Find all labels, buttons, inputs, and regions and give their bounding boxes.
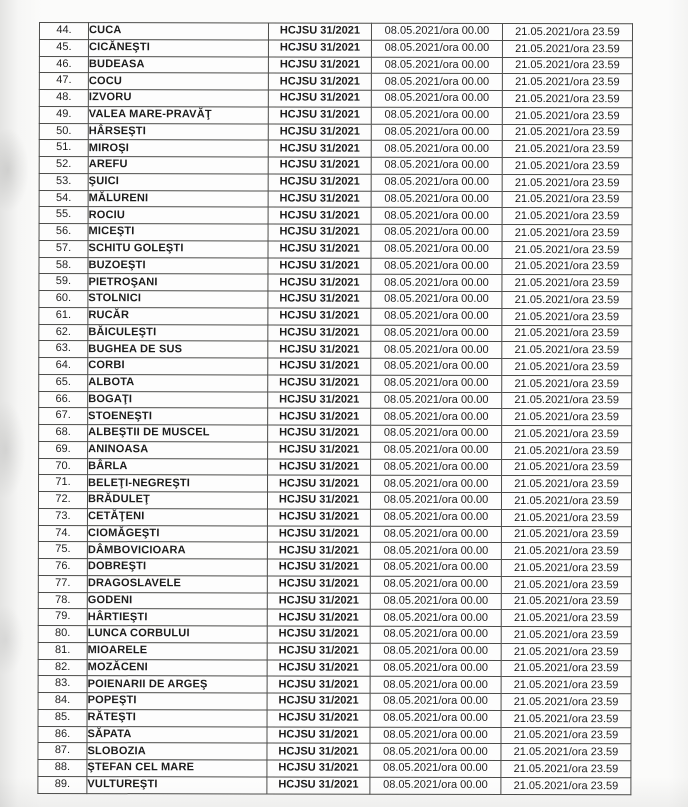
decision-cell: HCJSU 31/2021	[268, 274, 371, 291]
row-number-cell: 78.	[38, 592, 87, 609]
table-row	[38, 592, 631, 610]
row-number-cell: 47.	[39, 73, 88, 90]
decision-cell: HCJSU 31/2021	[268, 56, 371, 73]
decision-cell: HCJSU 31/2021	[267, 609, 370, 626]
table-row	[38, 492, 631, 510]
row-number-cell: 49.	[39, 106, 88, 123]
end-date-cell: 21.05.2021/ora 23.59	[502, 425, 632, 442]
locality-name-cell: BUZOEŞTI	[88, 257, 268, 274]
end-date-cell: 21.05.2021/ora 23.59	[501, 610, 631, 627]
locality-name-cell: DOBREŞTI	[87, 559, 267, 576]
row-number-cell: 84.	[38, 692, 87, 709]
table-row	[38, 575, 631, 593]
start-date-cell: 08.05.2021/ora 00.00	[370, 526, 501, 543]
end-date-cell: 21.05.2021/ora 23.59	[502, 325, 632, 342]
locality-name-cell: CICĂNEŞTI	[88, 39, 268, 56]
start-date-cell: 08.05.2021/ora 00.00	[370, 593, 501, 610]
start-date-cell: 08.05.2021/ora 00.00	[370, 676, 501, 693]
decision-cell: HCJSU 31/2021	[268, 291, 371, 308]
locality-name-cell: MICEŞTI	[88, 224, 268, 241]
decision-cell: HCJSU 31/2021	[267, 626, 370, 643]
decision-cell: HCJSU 31/2021	[268, 475, 371, 492]
start-date-cell: 08.05.2021/ora 00.00	[371, 157, 502, 174]
start-date-cell: 08.05.2021/ora 00.00	[371, 73, 502, 90]
locality-name-cell: RĂTEŞTI	[87, 709, 267, 726]
decision-cell: HCJSU 31/2021	[268, 157, 371, 174]
locality-name-cell: STOENEŞTI	[88, 408, 268, 425]
decision-cell: HCJSU 31/2021	[268, 458, 371, 475]
end-date-cell: 21.05.2021/ora 23.59	[501, 559, 631, 576]
end-date-cell: 21.05.2021/ora 23.59	[501, 593, 631, 610]
table-row	[38, 743, 631, 761]
decision-cell: HCJSU 31/2021	[268, 140, 371, 157]
start-date-cell: 08.05.2021/ora 00.00	[371, 274, 502, 291]
table-row	[39, 56, 632, 74]
table-row	[39, 341, 632, 359]
decision-cell: HCJSU 31/2021	[268, 174, 371, 191]
end-date-cell: 21.05.2021/ora 23.59	[502, 241, 632, 258]
locality-name-cell: HÂRTIEŞTI	[87, 609, 267, 626]
table-row	[39, 173, 632, 191]
end-date-cell: 21.05.2021/ora 23.59	[501, 744, 631, 761]
start-date-cell: 08.05.2021/ora 00.00	[371, 224, 502, 241]
decision-cell: HCJSU 31/2021	[268, 442, 371, 459]
row-number-cell: 54.	[39, 190, 88, 207]
row-number-cell: 68.	[39, 425, 88, 442]
end-date-cell: 21.05.2021/ora 23.59	[502, 174, 632, 191]
end-date-cell: 21.05.2021/ora 23.59	[502, 40, 632, 57]
decision-cell: HCJSU 31/2021	[268, 23, 371, 40]
start-date-cell: 08.05.2021/ora 00.00	[371, 241, 502, 258]
start-date-cell: 08.05.2021/ora 00.00	[371, 23, 502, 40]
table-row	[39, 23, 632, 41]
row-number-cell: 79.	[38, 609, 87, 626]
locality-name-cell: IZVORU	[88, 90, 268, 107]
table-row	[39, 106, 632, 124]
end-date-cell: 21.05.2021/ora 23.59	[501, 693, 631, 710]
table-row	[38, 692, 631, 710]
decision-cell: HCJSU 31/2021	[267, 559, 370, 576]
start-date-cell: 08.05.2021/ora 00.00	[370, 743, 501, 760]
locality-name-cell: ANINOASA	[88, 441, 268, 458]
row-number-cell: 83.	[38, 676, 87, 693]
locality-name-cell: BĂICULEŞTI	[88, 324, 268, 341]
table-row	[39, 157, 632, 175]
end-date-cell: 21.05.2021/ora 23.59	[502, 258, 632, 275]
start-date-cell: 08.05.2021/ora 00.00	[371, 174, 502, 191]
row-number-cell: 86.	[38, 726, 87, 743]
table-row	[39, 358, 632, 376]
table-row	[38, 776, 631, 794]
start-date-cell: 08.05.2021/ora 00.00	[370, 559, 501, 576]
end-date-cell: 21.05.2021/ora 23.59	[502, 208, 632, 225]
end-date-cell: 21.05.2021/ora 23.59	[501, 543, 631, 560]
locality-name-cell: BUGHEA DE SUS	[88, 341, 268, 358]
start-date-cell: 08.05.2021/ora 00.00	[371, 258, 502, 275]
decision-cell: HCJSU 31/2021	[268, 425, 371, 442]
start-date-cell: 08.05.2021/ora 00.00	[371, 107, 502, 124]
start-date-cell: 08.05.2021/ora 00.00	[370, 492, 501, 509]
row-number-cell: 81.	[38, 642, 87, 659]
row-number-cell: 46.	[39, 56, 88, 73]
start-date-cell: 08.05.2021/ora 00.00	[371, 408, 502, 425]
locality-name-cell: BOGAŢI	[88, 391, 268, 408]
table-row	[39, 123, 632, 141]
end-date-cell: 21.05.2021/ora 23.59	[502, 107, 632, 124]
row-number-cell: 58.	[39, 257, 88, 274]
locality-name-cell: ALBEŞTII DE MUSCEL	[88, 425, 268, 442]
row-number-cell: 60.	[39, 291, 88, 308]
table-row	[39, 408, 632, 426]
decision-cell: HCJSU 31/2021	[268, 107, 371, 124]
end-date-cell: 21.05.2021/ora 23.59	[502, 459, 632, 476]
end-date-cell: 21.05.2021/ora 23.59	[502, 23, 632, 40]
start-date-cell: 08.05.2021/ora 00.00	[371, 358, 502, 375]
decision-cell: HCJSU 31/2021	[268, 308, 371, 325]
decision-cell: HCJSU 31/2021	[268, 207, 371, 224]
end-date-cell: 21.05.2021/ora 23.59	[502, 358, 632, 375]
row-number-cell: 62.	[39, 324, 88, 341]
table-row	[38, 625, 631, 643]
end-date-cell: 21.05.2021/ora 23.59	[501, 677, 631, 694]
locality-name-cell: CUCA	[88, 23, 268, 40]
start-date-cell: 08.05.2021/ora 00.00	[371, 442, 502, 459]
locality-name-cell: BRĂDULEŢ	[87, 492, 267, 509]
end-date-cell: 21.05.2021/ora 23.59	[501, 576, 631, 593]
locality-name-cell: VULTUREŞTI	[87, 776, 267, 794]
decision-cell: HCJSU 31/2021	[268, 40, 371, 57]
decision-cell: HCJSU 31/2021	[267, 710, 370, 727]
row-number-cell: 80.	[38, 625, 87, 642]
start-date-cell: 08.05.2021/ora 00.00	[370, 777, 501, 795]
table-row	[38, 508, 631, 526]
row-number-cell: 56.	[39, 224, 88, 241]
start-date-cell: 08.05.2021/ora 00.00	[371, 207, 502, 224]
decision-cell: HCJSU 31/2021	[268, 224, 371, 241]
start-date-cell: 08.05.2021/ora 00.00	[370, 760, 501, 777]
row-number-cell: 74.	[38, 525, 87, 542]
decision-cell: HCJSU 31/2021	[267, 777, 370, 794]
decision-cell: HCJSU 31/2021	[267, 693, 370, 710]
decision-cell: HCJSU 31/2021	[267, 509, 370, 526]
start-date-cell: 08.05.2021/ora 00.00	[370, 626, 501, 643]
locality-name-cell: DRAGOSLAVELE	[87, 575, 267, 592]
row-number-cell: 45.	[39, 39, 88, 56]
locality-name-cell: MĂLURENI	[88, 190, 268, 207]
decision-cell: HCJSU 31/2021	[268, 375, 371, 392]
locality-name-cell: POPEŞTI	[87, 693, 267, 710]
locality-name-cell: COCU	[88, 73, 268, 90]
end-date-cell: 21.05.2021/ora 23.59	[502, 275, 632, 292]
end-date-cell: 21.05.2021/ora 23.59	[502, 124, 632, 141]
end-date-cell: 21.05.2021/ora 23.59	[501, 492, 631, 509]
row-number-cell: 85.	[38, 709, 87, 726]
row-number-cell: 77.	[38, 575, 87, 592]
locality-name-cell: CETĂŢENI	[87, 508, 267, 525]
row-number-cell: 52.	[39, 157, 88, 174]
table-row	[39, 324, 632, 342]
start-date-cell: 08.05.2021/ora 00.00	[370, 710, 501, 727]
decision-cell: HCJSU 31/2021	[268, 391, 371, 408]
table-row	[38, 609, 631, 627]
locality-name-cell: CIOMĂGEŞTI	[87, 525, 267, 542]
table-row	[38, 558, 631, 576]
decision-cell: HCJSU 31/2021	[268, 257, 371, 274]
decision-cell: HCJSU 31/2021	[268, 123, 371, 140]
start-date-cell: 08.05.2021/ora 00.00	[371, 291, 502, 308]
table-row	[39, 374, 632, 392]
table-row	[38, 709, 631, 727]
start-date-cell: 08.05.2021/ora 00.00	[371, 57, 502, 74]
row-number-cell: 67.	[39, 408, 88, 425]
decision-cell: HCJSU 31/2021	[267, 676, 370, 693]
end-date-cell: 21.05.2021/ora 23.59	[502, 442, 632, 459]
table-row	[39, 458, 632, 476]
table-row	[38, 525, 631, 543]
locality-name-cell: GODENI	[87, 592, 267, 609]
end-date-cell: 21.05.2021/ora 23.59	[502, 74, 632, 91]
table-row	[39, 257, 632, 275]
locality-name-cell: ŞUICI	[88, 173, 268, 190]
end-date-cell: 21.05.2021/ora 23.59	[502, 476, 632, 493]
row-number-cell: 53.	[39, 173, 88, 190]
row-number-cell: 70.	[39, 458, 88, 475]
locality-name-cell: STOLNICI	[88, 291, 268, 308]
locality-name-cell: BÂRLA	[88, 458, 268, 475]
end-date-cell: 21.05.2021/ora 23.59	[502, 141, 632, 158]
start-date-cell: 08.05.2021/ora 00.00	[371, 392, 502, 409]
table-row	[39, 475, 632, 493]
table-row	[38, 542, 631, 560]
end-date-cell: 21.05.2021/ora 23.59	[502, 392, 632, 409]
decision-cell: HCJSU 31/2021	[267, 576, 370, 593]
start-date-cell: 08.05.2021/ora 00.00	[371, 459, 502, 476]
table-row	[39, 207, 632, 225]
locality-name-cell: CORBI	[88, 358, 268, 375]
row-number-cell: 71.	[39, 475, 88, 492]
locality-name-cell: ŞTEFAN CEL MARE	[87, 760, 267, 777]
table-row	[39, 307, 632, 325]
table-row	[39, 224, 632, 242]
end-date-cell: 21.05.2021/ora 23.59	[502, 90, 632, 107]
row-number-cell: 72.	[38, 492, 87, 509]
locality-name-cell: MIROŞI	[88, 140, 268, 157]
end-date-cell: 21.05.2021/ora 23.59	[501, 660, 631, 677]
locality-name-cell: HÂRSEŞTI	[88, 123, 268, 140]
start-date-cell: 08.05.2021/ora 00.00	[371, 341, 502, 358]
end-date-cell: 21.05.2021/ora 23.59	[502, 57, 632, 74]
locality-name-cell: SLOBOZIA	[87, 743, 267, 760]
table-row	[38, 659, 631, 677]
locality-name-cell: RUCĂR	[88, 307, 268, 324]
end-date-cell: 21.05.2021/ora 23.59	[501, 777, 631, 795]
table-row	[38, 726, 631, 744]
decision-cell: HCJSU 31/2021	[268, 73, 371, 90]
decision-cell: HCJSU 31/2021	[267, 492, 370, 509]
table-row	[39, 425, 632, 443]
row-number-cell: 76.	[38, 558, 87, 575]
start-date-cell: 08.05.2021/ora 00.00	[371, 475, 502, 492]
start-date-cell: 08.05.2021/ora 00.00	[370, 509, 501, 526]
row-number-cell: 57.	[39, 240, 88, 257]
decision-cell: HCJSU 31/2021	[268, 241, 371, 258]
scan-edge-shading	[0, 0, 40, 807]
decision-cell: HCJSU 31/2021	[267, 525, 370, 542]
row-number-cell: 89.	[38, 776, 87, 793]
row-number-cell: 59.	[39, 274, 88, 291]
row-number-cell: 88.	[38, 759, 87, 776]
locality-name-cell: SCHITU GOLEŞTI	[88, 240, 268, 257]
start-date-cell: 08.05.2021/ora 00.00	[370, 609, 501, 626]
row-number-cell: 63.	[39, 341, 88, 358]
decision-cell: HCJSU 31/2021	[268, 90, 371, 107]
locality-name-cell: MOZĂCENI	[87, 659, 267, 676]
row-number-cell: 50.	[39, 123, 88, 140]
table-row	[39, 291, 632, 309]
decision-cell: HCJSU 31/2021	[268, 408, 371, 425]
decision-cell: HCJSU 31/2021	[267, 659, 370, 676]
decision-cell: HCJSU 31/2021	[267, 643, 370, 660]
table-row	[38, 759, 631, 777]
end-date-cell: 21.05.2021/ora 23.59	[501, 727, 631, 744]
locality-name-cell: LUNCA CORBULUI	[87, 626, 267, 643]
row-number-cell: 87.	[38, 743, 87, 760]
start-date-cell: 08.05.2021/ora 00.00	[370, 643, 501, 660]
locality-name-cell: VALEA MARE-PRAVĂŢ	[88, 106, 268, 123]
start-date-cell: 08.05.2021/ora 00.00	[371, 90, 502, 107]
decision-cell: HCJSU 31/2021	[268, 341, 371, 358]
end-date-cell: 21.05.2021/ora 23.59	[502, 308, 632, 325]
locality-restrictions-table	[37, 22, 633, 795]
row-number-cell: 61.	[39, 307, 88, 324]
start-date-cell: 08.05.2021/ora 00.00	[371, 124, 502, 141]
decision-cell: HCJSU 31/2021	[267, 760, 370, 777]
row-number-cell: 66.	[39, 391, 88, 408]
locality-name-cell: DÂMBOVICIOARA	[87, 542, 267, 559]
row-number-cell: 73.	[38, 508, 87, 525]
row-number-cell: 64.	[39, 358, 88, 375]
table-row	[39, 274, 632, 292]
end-date-cell: 21.05.2021/ora 23.59	[502, 375, 632, 392]
end-date-cell: 21.05.2021/ora 23.59	[502, 191, 632, 208]
decision-cell: HCJSU 31/2021	[268, 190, 371, 207]
start-date-cell: 08.05.2021/ora 00.00	[370, 693, 501, 710]
decision-cell: HCJSU 31/2021	[267, 743, 370, 760]
table-row	[39, 90, 632, 108]
table-row	[39, 240, 632, 258]
row-number-cell: 75.	[38, 542, 87, 559]
locality-name-cell: ROCIU	[88, 207, 268, 224]
start-date-cell: 08.05.2021/ora 00.00	[371, 308, 502, 325]
start-date-cell: 08.05.2021/ora 00.00	[370, 727, 501, 744]
row-number-cell: 55.	[39, 207, 88, 224]
row-number-cell: 65.	[39, 374, 88, 391]
end-date-cell: 21.05.2021/ora 23.59	[501, 526, 631, 543]
start-date-cell: 08.05.2021/ora 00.00	[370, 576, 501, 593]
start-date-cell: 08.05.2021/ora 00.00	[371, 191, 502, 208]
decision-cell: HCJSU 31/2021	[268, 324, 371, 341]
start-date-cell: 08.05.2021/ora 00.00	[370, 660, 501, 677]
locality-name-cell: MIOARELE	[87, 642, 267, 659]
table-row	[39, 441, 632, 459]
locality-name-cell: SĂPATA	[87, 726, 267, 743]
start-date-cell: 08.05.2021/ora 00.00	[371, 140, 502, 157]
start-date-cell: 08.05.2021/ora 00.00	[371, 40, 502, 57]
start-date-cell: 08.05.2021/ora 00.00	[370, 542, 501, 559]
table-row	[38, 642, 631, 660]
row-number-cell: 48.	[39, 90, 88, 107]
decision-cell: HCJSU 31/2021	[267, 542, 370, 559]
end-date-cell: 21.05.2021/ora 23.59	[501, 710, 631, 727]
row-number-cell: 82.	[38, 659, 87, 676]
end-date-cell: 21.05.2021/ora 23.59	[501, 643, 631, 660]
end-date-cell: 21.05.2021/ora 23.59	[501, 760, 631, 777]
table-row	[39, 73, 632, 91]
end-date-cell: 21.05.2021/ora 23.59	[502, 409, 632, 426]
table-row	[38, 676, 631, 694]
locality-name-cell: AREFU	[88, 157, 268, 174]
end-date-cell: 21.05.2021/ora 23.59	[502, 157, 632, 174]
start-date-cell: 08.05.2021/ora 00.00	[371, 425, 502, 442]
end-date-cell: 21.05.2021/ora 23.59	[502, 224, 632, 241]
locality-table-body	[38, 23, 633, 795]
row-number-cell: 44.	[39, 23, 88, 40]
locality-name-cell: POIENARII DE ARGEŞ	[87, 676, 267, 693]
table-row	[39, 391, 632, 409]
table-row	[39, 190, 632, 208]
table-row	[39, 39, 632, 57]
end-date-cell: 21.05.2021/ora 23.59	[502, 342, 632, 359]
row-number-cell: 51.	[39, 140, 88, 157]
decision-cell: HCJSU 31/2021	[267, 726, 370, 743]
locality-name-cell: BUDEASA	[88, 56, 268, 73]
decision-cell: HCJSU 31/2021	[268, 358, 371, 375]
locality-name-cell: BELEŢI-NEGREŞTI	[88, 475, 268, 492]
end-date-cell: 21.05.2021/ora 23.59	[501, 509, 631, 526]
table-row	[39, 140, 632, 158]
decision-cell: HCJSU 31/2021	[267, 592, 370, 609]
start-date-cell: 08.05.2021/ora 00.00	[371, 375, 502, 392]
end-date-cell: 21.05.2021/ora 23.59	[502, 291, 632, 308]
locality-name-cell: PIETROŞANI	[88, 274, 268, 291]
row-number-cell: 69.	[39, 441, 88, 458]
end-date-cell: 21.05.2021/ora 23.59	[501, 626, 631, 643]
start-date-cell: 08.05.2021/ora 00.00	[371, 325, 502, 342]
locality-name-cell: ALBOTA	[88, 374, 268, 391]
